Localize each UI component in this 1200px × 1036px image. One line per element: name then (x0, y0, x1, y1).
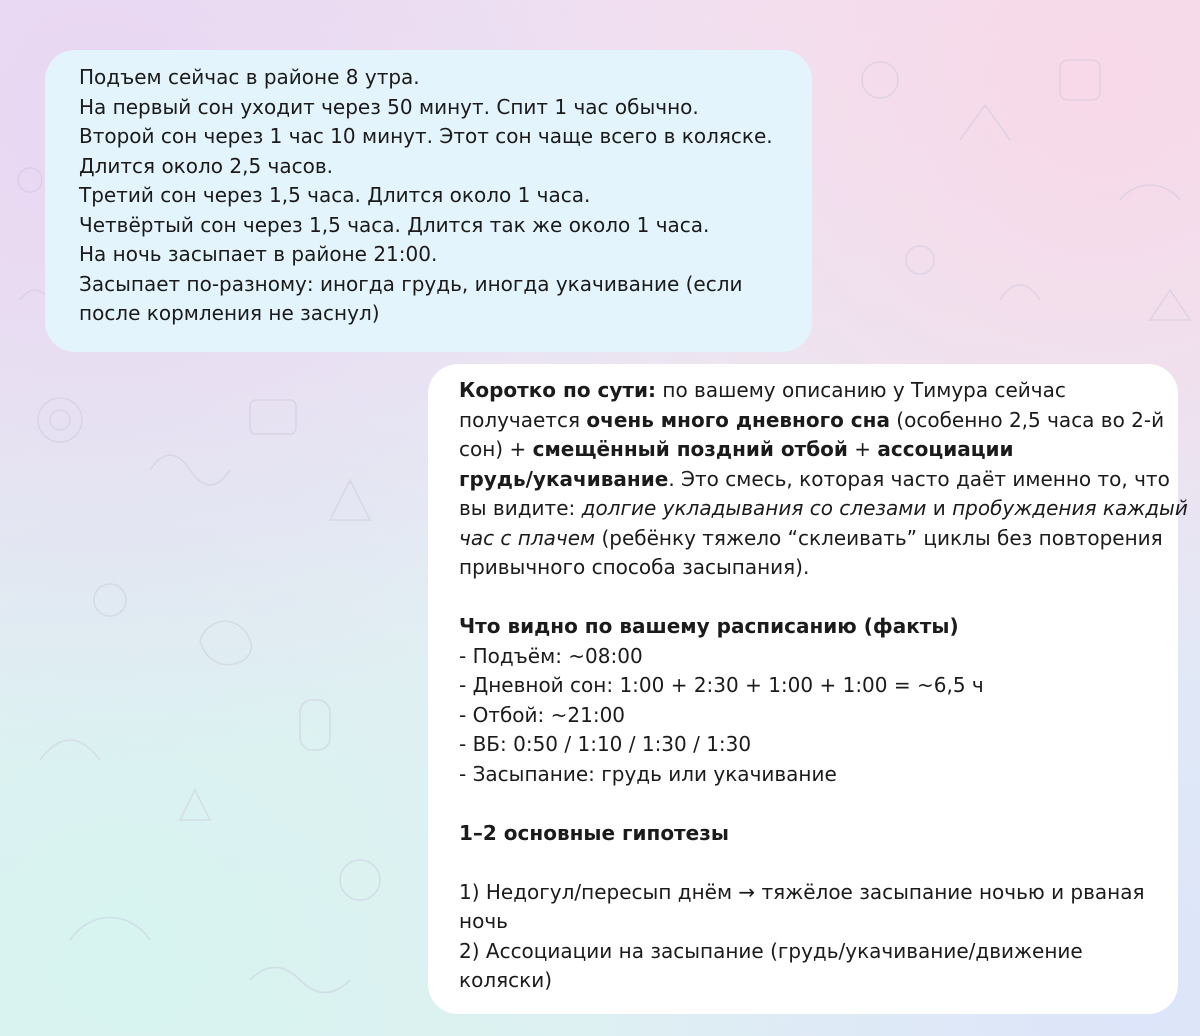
summary-line (459, 494, 1188, 524)
user-message-line: На ночь засыпает в районе 21:00. (79, 242, 438, 266)
summary-text: . Это смесь, которая часто даёт именно то, что (668, 466, 1170, 491)
summary-line (459, 553, 1160, 583)
user-message-line: Подъем сейчас в районе 8 утра. (79, 65, 420, 89)
summary-text: вы видите: (459, 496, 582, 520)
summary-text: по вашему описанию у Тимура сейчас (656, 378, 1066, 402)
user-message-line: Четвёртый сон через 1,5 часа. Длится так же около 1 часа. (79, 212, 710, 237)
summary-text: (ребёнку тяжело “склеивать” циклы без повторения (595, 525, 1163, 550)
summary-emphasis: смещённый поздний отбой (532, 437, 848, 461)
summary-italic: долгие укладывания со слезами (581, 496, 927, 520)
paragraph-gap (459, 583, 1160, 613)
user-message-line: Засыпает по-разному: иногда грудь, иногда укачивание (если (79, 271, 743, 296)
hypothesis-line: ночь (459, 909, 508, 933)
summary-text: + (847, 437, 878, 461)
summary-text: (особенно 2,5 часа во 2-й (889, 407, 1165, 432)
facts-heading: Что видно по вашему расписанию (факты) (459, 614, 959, 638)
paragraph-gap (459, 789, 1160, 819)
fact-item: - Подъём: ~08:00 (459, 643, 643, 668)
summary-line (459, 524, 1163, 554)
user-message-line: Третий сон через 1,5 часа. Длится около 1 часа. (79, 183, 591, 207)
hypotheses-section (459, 819, 1160, 996)
user-message-line: Длится около 2,5 часов. (79, 153, 333, 178)
hypothesis-line: коляски) (459, 968, 553, 992)
summary-italic: пробуждения каждый (952, 496, 1188, 520)
user-message-line: после кормления не заснул) (79, 301, 380, 325)
hypotheses-heading: 1–2 основные гипотезы (459, 820, 729, 845)
summary-line (459, 406, 1165, 436)
summary-line (459, 435, 1160, 465)
assistant-message-bubble (428, 364, 1188, 1014)
summary-paragraph (459, 376, 1188, 583)
fact-item: - Дневной сон: 1:00 + 2:30 + 1:00 + 1:00 = ~6,5 ч (459, 673, 984, 697)
user-message-line: На первый сон уходит через 50 минут. Спит 1 час обычно. (79, 94, 699, 119)
paragraph-gap (459, 848, 1160, 878)
fact-item: - Отбой: ~21:00 (459, 702, 626, 727)
summary-emphasis: грудь/укачивание (459, 466, 669, 491)
summary-text: привычного способа засыпания). (459, 555, 810, 579)
hypothesis-line: 2) Ассоциации на засыпание (грудь/укачивание/движение (459, 938, 1083, 963)
summary-line (459, 376, 1160, 406)
hypothesis-line: 1) Недогул/пересып днём → тяжёлое засыпание ночью и рваная (459, 879, 1145, 904)
facts-section (459, 612, 1160, 789)
fact-item: - ВБ: 0:50 / 1:10 / 1:30 / 1:30 (459, 732, 752, 756)
summary-line (459, 465, 1170, 495)
summary-text: получается (459, 407, 587, 432)
summary-italic: час с плачем (459, 525, 596, 550)
summary-text: сон) + (459, 437, 533, 461)
user-message-bubble (45, 50, 812, 352)
summary-emphasis: очень много дневного сна (586, 407, 890, 432)
summary-emphasis: ассоциации (877, 437, 1014, 461)
summary-text: и (926, 496, 953, 520)
summary-lead: Коротко по сути: (459, 378, 657, 402)
fact-item: - Засыпание: грудь или укачивание (459, 761, 837, 786)
user-message-line: Второй сон через 1 час 10 минут. Этот сон чаще всего в коляске. (79, 124, 773, 148)
